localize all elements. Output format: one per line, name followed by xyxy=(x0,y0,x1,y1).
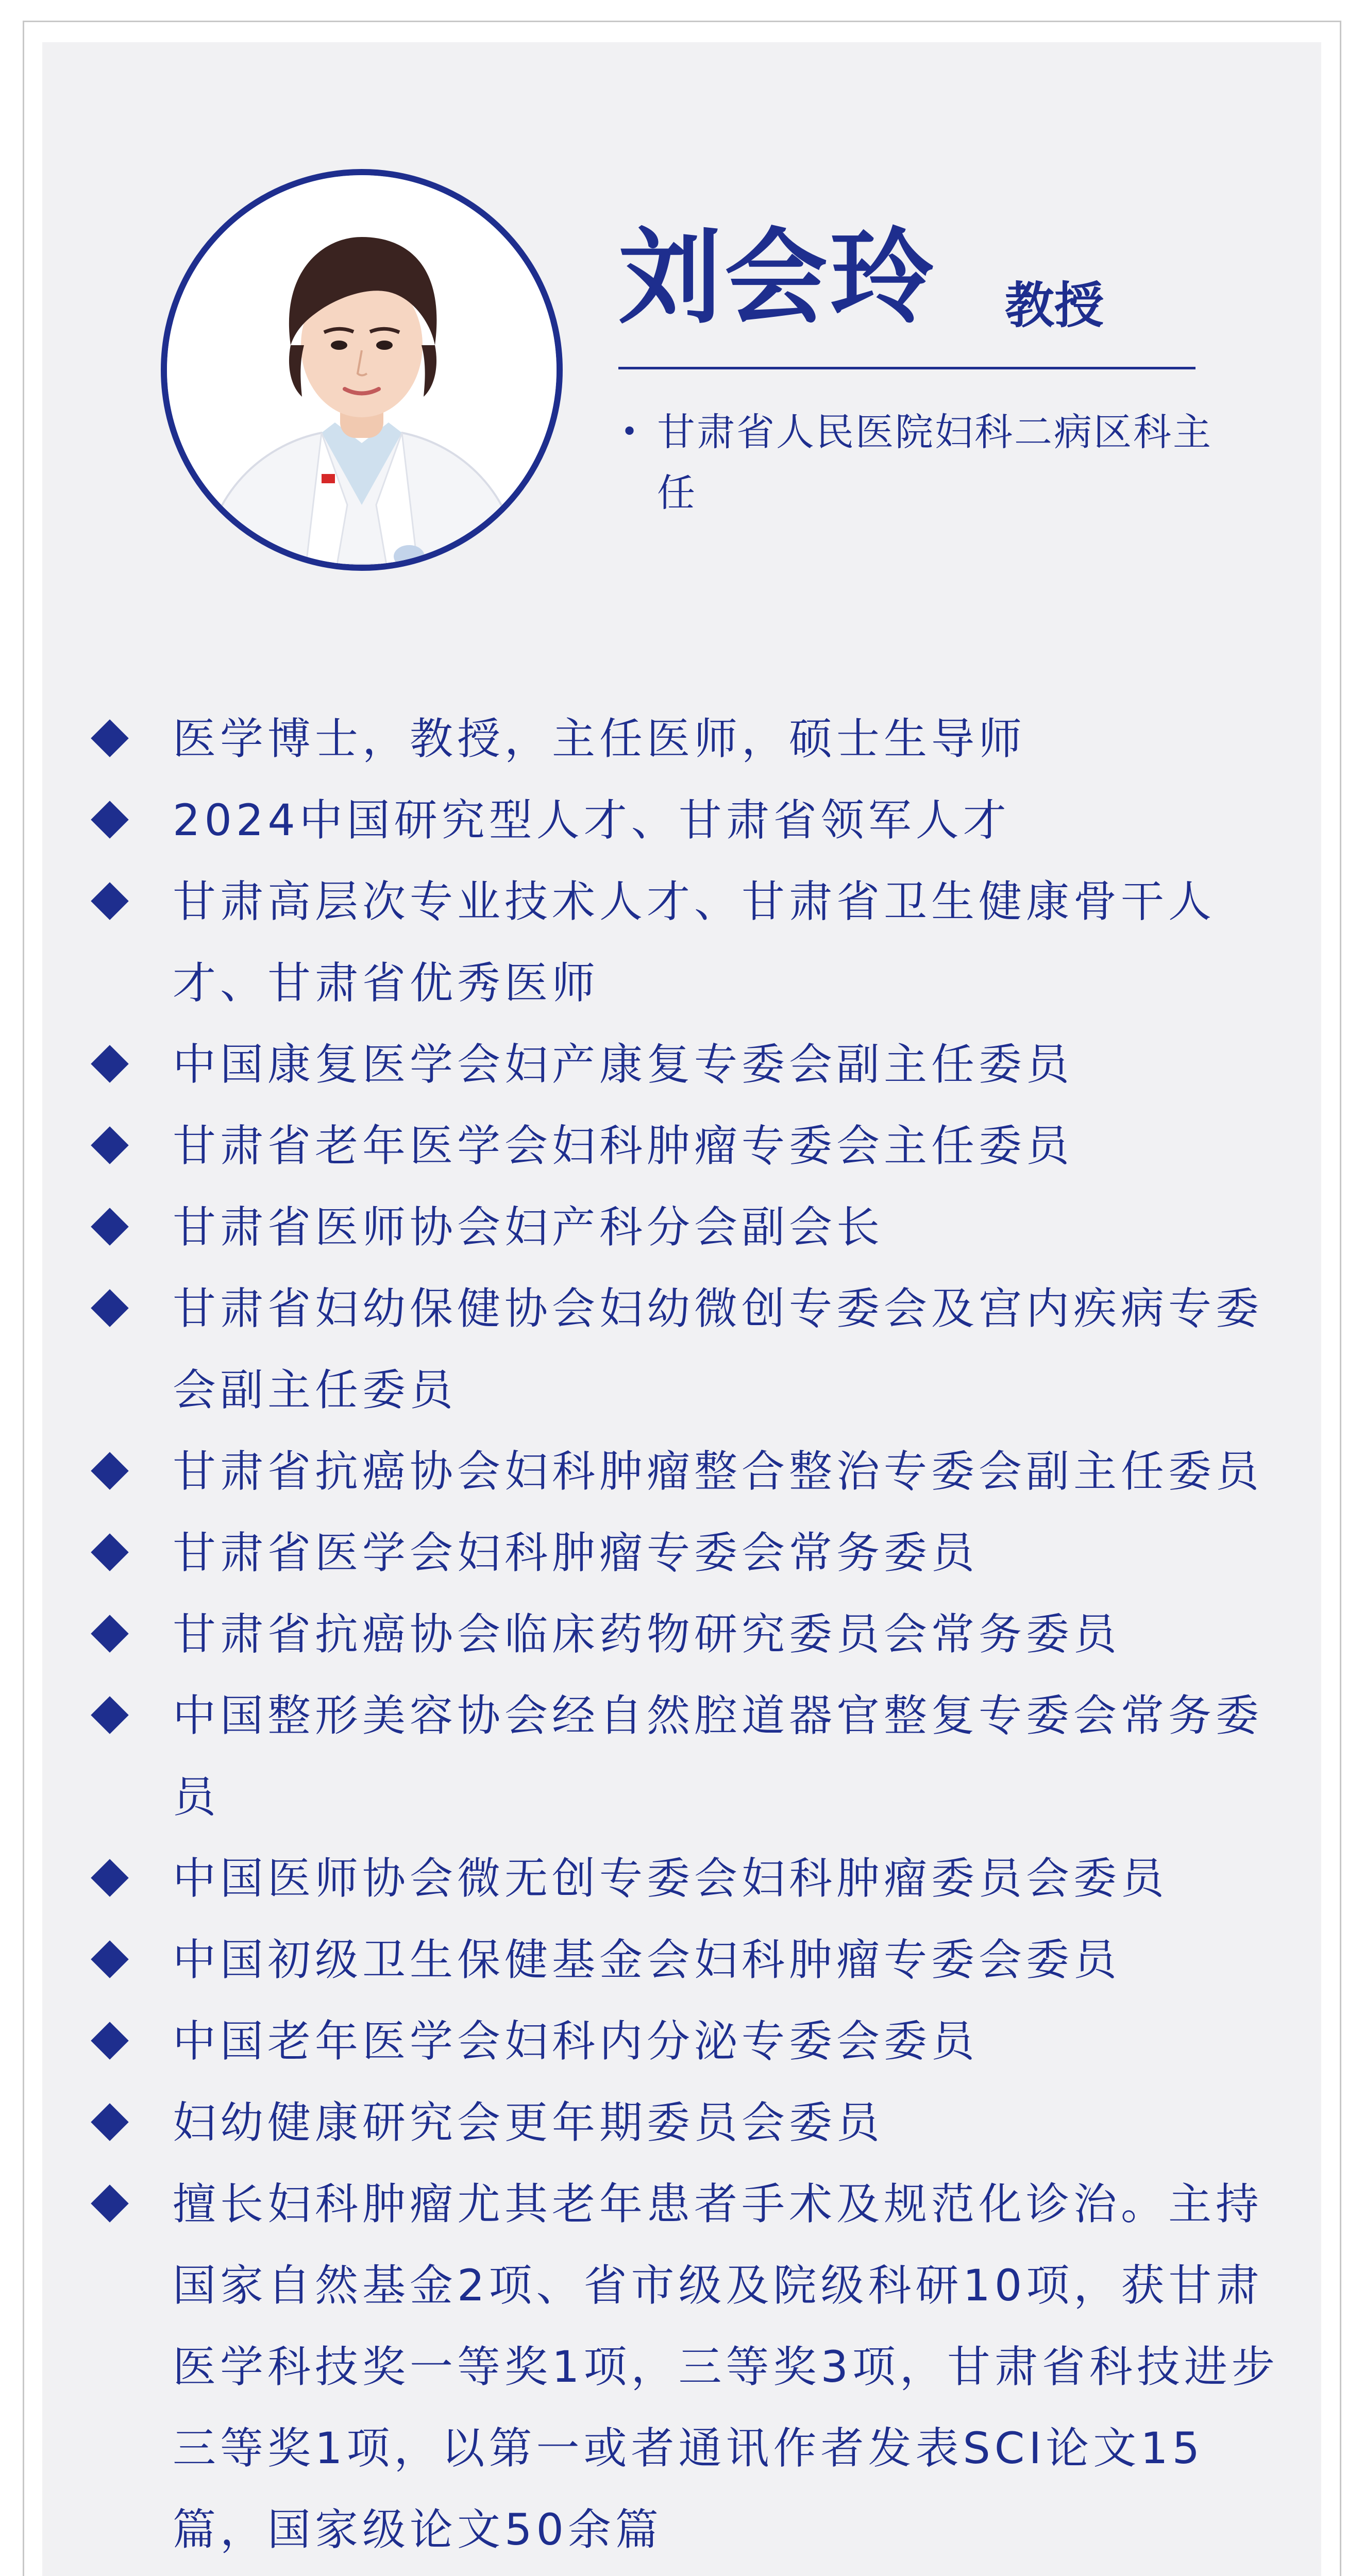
diamond-bullet-icon xyxy=(85,1268,173,1349)
list-item xyxy=(85,861,1286,1024)
diamond-bullet-icon xyxy=(85,1675,173,1756)
list-item xyxy=(85,2082,1286,2163)
list-item xyxy=(85,1919,1286,2001)
doctor-name: 刘会玲 xyxy=(618,218,937,338)
qualification-text: 甘肃省抗癌协会妇科肿瘤整合整治专委会副主任委员 xyxy=(173,1446,1264,1497)
qualification-text: 中国初级卫生保健基金会妇科肿瘤专委会委员 xyxy=(173,1935,1121,1985)
diamond-bullet-icon xyxy=(85,1024,173,1105)
diamond-bullet-icon xyxy=(85,2082,173,2163)
bullet-dot-icon: • xyxy=(621,415,638,449)
diamond-bullet-icon xyxy=(85,698,173,779)
qualification-text: 2024中国研究型人才、甘肃省领军人才 xyxy=(173,795,1011,845)
qualification-text: 中国老年医学会妇科内分泌专委会委员 xyxy=(173,2016,979,2066)
list-item xyxy=(85,1431,1286,1512)
list-item xyxy=(85,1675,1286,1838)
diamond-bullet-icon xyxy=(85,1187,173,1268)
list-item xyxy=(85,1512,1286,1594)
diamond-bullet-icon xyxy=(85,779,173,861)
doctor-portrait-icon xyxy=(167,175,557,565)
list-item xyxy=(85,1105,1286,1187)
list-item xyxy=(85,1187,1286,1268)
qualification-text: 中国康复医学会妇产康复专委会副主任委员 xyxy=(173,1039,1074,1090)
diamond-bullet-icon xyxy=(85,1919,173,2001)
list-item xyxy=(85,1594,1286,1675)
list-item xyxy=(85,2163,1286,2570)
position-line xyxy=(621,402,1214,523)
qualification-list xyxy=(85,698,1286,2570)
name-divider xyxy=(618,367,1195,369)
diamond-bullet-icon xyxy=(85,861,173,942)
qualification-text: 医学博士，教授，主任医师，硕士生导师 xyxy=(173,714,1026,764)
list-item xyxy=(85,2001,1286,2082)
list-item xyxy=(85,1268,1286,1431)
list-item xyxy=(85,1838,1286,1919)
qualification-text: 中国医师协会微无创专委会妇科肿瘤委员会委员 xyxy=(173,1853,1169,1904)
qualification-text: 甘肃省医师协会妇产科分会副会长 xyxy=(173,1202,884,1252)
list-item xyxy=(85,1024,1286,1105)
list-item xyxy=(85,779,1286,861)
diamond-bullet-icon xyxy=(85,2163,173,2245)
diamond-bullet-icon xyxy=(85,2001,173,2082)
qualification-text: 甘肃省老年医学会妇科肿瘤专委会主任委员 xyxy=(173,1121,1074,1171)
diamond-bullet-icon xyxy=(85,1431,173,1512)
qualification-text: 甘肃省妇幼保健协会妇幼微创专委会及宫内疾病专委会副主任委员 xyxy=(173,1283,1264,1415)
avatar xyxy=(161,169,563,571)
qualification-text: 甘肃省抗癌协会临床药物研究委员会常务委员 xyxy=(173,1609,1121,1659)
qualification-text: 擅长妇科肿瘤尤其老年患者手术及规范化诊治。主持国家自然基金2项、省市级及院级科研10项，获甘肃医学科技奖一等奖1项，三等奖3项，甘肃省科技进步三等奖1项，以第一或者通讯作者发表SCI论文15篇，国家级论文50余篇 xyxy=(173,2179,1279,2555)
diamond-bullet-icon xyxy=(85,1594,173,1675)
diamond-bullet-icon xyxy=(85,1105,173,1187)
qualification-text: 中国整形美容协会经自然腔道器官整复专委会常务委员 xyxy=(173,1690,1264,1822)
position-text: 甘肃省人民医院妇科二病区科主任 xyxy=(657,410,1213,515)
academic-title: 教授 xyxy=(1005,277,1104,334)
diamond-bullet-icon xyxy=(85,1838,173,1919)
qualification-text: 妇幼健康研究会更年期委员会委员 xyxy=(173,2097,884,2148)
qualification-text: 甘肃高层次专业技术人才、甘肃省卫生健康骨干人才、甘肃省优秀医师 xyxy=(173,876,1216,1008)
qualification-text: 甘肃省医学会妇科肿瘤专委会常务委员 xyxy=(173,1528,979,1578)
diamond-bullet-icon xyxy=(85,1512,173,1594)
list-item xyxy=(85,698,1286,779)
